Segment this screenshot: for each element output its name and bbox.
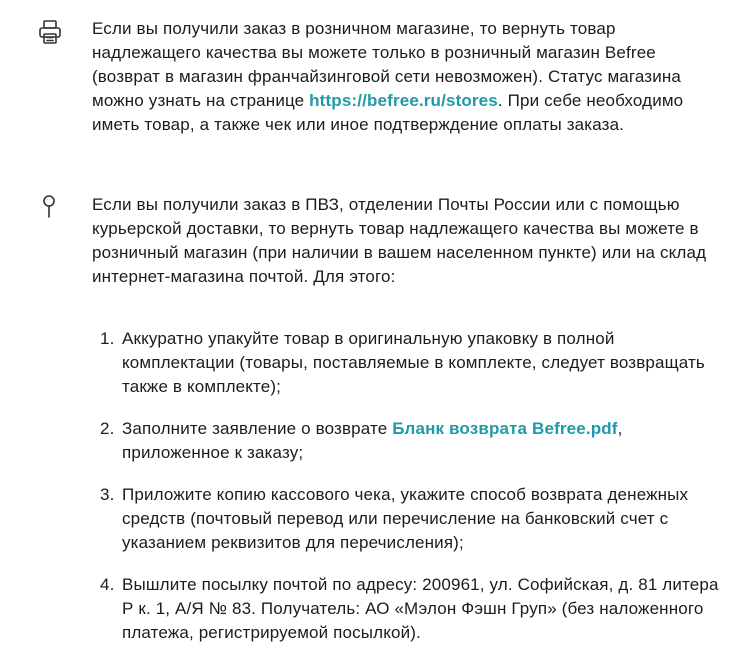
step-text (122, 419, 623, 462)
step-number: 1. (100, 329, 115, 348)
post-return-text: Если вы получили заказ в ПВЗ, отделении Почты России или с помощью курьерской доставки, то вернуть товар надлежащего качества вы можете в розничный магазин (при наличии в вашем населенном пункте) или на склад интернет-магазина почтой. Для этого: (92, 195, 707, 286)
stores-link[interactable]: https://befree.ru/stores (309, 91, 498, 110)
step-number: 3. (100, 485, 115, 504)
retail-return-text-part: Если вы получили заказ в розничном магазине, то вернуть товар надлежащего качества вы можете только в розничный магазин Befree (возврат в магазин франчайзинговой сети невозможен). Статус магазина можно узнать на странице (92, 19, 682, 110)
step-number: 2. (100, 419, 115, 438)
step-text: Аккуратно упакуйте товар в оригинальную упаковку в полной комплектации (товары, поставляемые в комплекте, следует возвращать также в комплекте); (122, 329, 705, 396)
step-text-tail: , приложенное к заказу; (122, 419, 623, 462)
list-item (100, 327, 720, 399)
list-item (100, 483, 720, 555)
step-text: Приложите копию кассового чека, укажите способ возврата денежных средств (почтовый перевод или перечисление на банковский счет с указанием реквизитов для перечисления); (122, 485, 689, 552)
retail-return-text (92, 17, 722, 137)
step-text-part: Заполните заявление о возврате (122, 419, 393, 438)
list-item (100, 417, 720, 465)
return-steps-list (100, 327, 720, 663)
step-number: 4. (100, 575, 115, 594)
list-item (100, 573, 720, 645)
return-form-link[interactable]: Бланк возврата Befree.pdf (392, 419, 618, 438)
receipt-printer-icon (36, 18, 64, 46)
retail-return-text-tail: . При себе необходимо иметь товар, а также чек или иное подтверждение оплаты заказа. (92, 91, 684, 134)
step-text: Вышлите посылку почтой по адресу: 200961, ул. Софийская, д. 81 литера Р к. 1, А/Я № 83. Получатель: АО «Мэлон Фэшн Груп» (без наложенного платежа, регистрируемой посылкой). (122, 575, 719, 642)
location-pin-icon (36, 192, 64, 220)
